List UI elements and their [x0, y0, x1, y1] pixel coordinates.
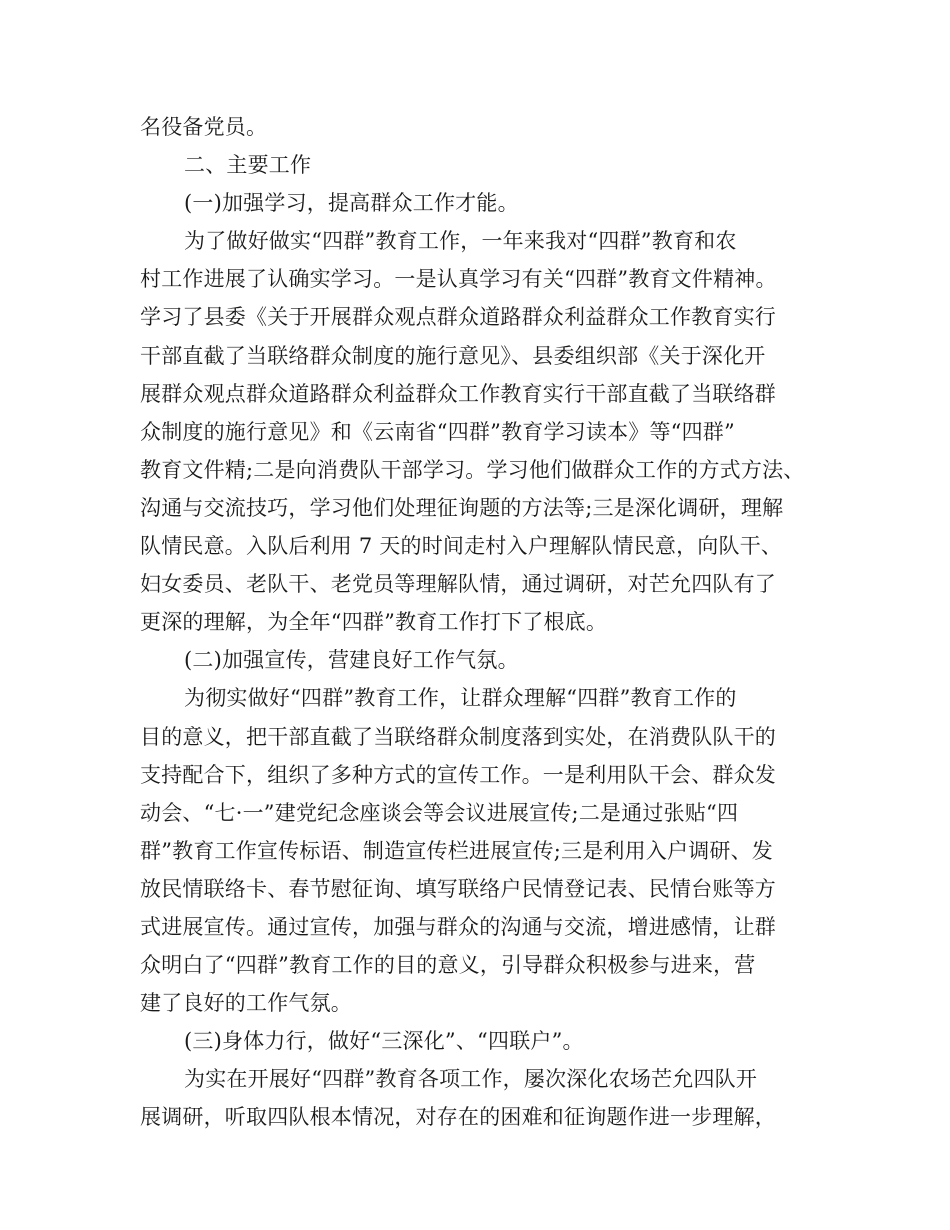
text-line: 动会、“七·一”建党纪念座谈会等会议进展宣传;二是通过张贴“四	[140, 800, 739, 825]
text-line: 为实在开展好“四群”教育各项工作，屡次深化农场芒允四队开	[184, 1067, 758, 1092]
text-line: 建了良好的工作气氛。	[140, 991, 352, 1016]
text-line: 展群众观点群众道路群众利益群众工作教育实行干部直截了当联络群	[140, 381, 776, 406]
text-line: 众制度的施行意见》和《云南省“四群”教育学习读本》等“四群”	[140, 419, 735, 444]
text-line: 目的意义，把干部直截了当联络群众制度落到实处，在消费队队干的	[140, 724, 776, 749]
text-line: 式进展宣传。通过宣传，加强与群众的沟通与交流，增进感情，让群	[140, 914, 776, 939]
text-line: 支持配合下，组织了多种方式的宣传工作。一是利用队干会、群众发	[140, 762, 776, 787]
text-line: 村工作进展了认确实学习。一是认真学习有关“四群”教育文件精神。	[140, 267, 777, 292]
text-line: 教育文件精;二是向消费队干部学习。学习他们做群众工作的方式方法、	[140, 457, 805, 482]
text-line: 队情民意。入队后利用 7 天的时间走村入户理解队情民意，向队干、	[140, 534, 783, 559]
text-line: (三)身体力行，做好“三深化”、“四联户”。	[184, 1029, 584, 1054]
text-line: 展调研，听取四队根本情况，对存在的困难和征询题作进一步理解，	[140, 1105, 776, 1130]
text-line: 妇女委员、老队干、老党员等理解队情，通过调研，对芒允四队有了	[140, 572, 776, 597]
text-line: 二、主要工作	[184, 153, 312, 178]
text-line: 更深的理解，为全年“四群”教育工作打下了根底。	[140, 610, 608, 635]
document-body	[140, 108, 830, 1137]
text-line: (一)加强学习，提高群众工作才能。	[184, 191, 519, 216]
text-line: 众明白了“四群”教育工作的目的意义，引导群众积极参与进来，营	[140, 953, 756, 978]
text-line: 群”教育工作宣传标语、制造宣传栏进展宣传;三是利用入户调研、发	[140, 838, 774, 863]
text-line: 为彻实做好“四群”教育工作，让群众理解“四群”教育工作的	[184, 686, 737, 711]
text-line: 沟通与交流技巧，学习他们处理征询题的方法等;三是深化调研，理解	[140, 495, 784, 520]
text-line: 为了做好做实“四群”教育工作，一年来我对“四群”教育和农	[184, 229, 737, 254]
text-line: 名役备党员。	[140, 115, 268, 139]
text-line: 放民情联络卡、春节慰征询、填写联络户民情登记表、民情台账等方	[140, 876, 776, 901]
text-line: 干部直截了当联络群众制度的施行意见》、县委组织部《关于深化开	[140, 343, 766, 368]
text-line: (二)加强宣传，营建良好工作气氛。	[184, 648, 519, 673]
text-line: 学习了县委《关于开展群众观点群众道路群众利益群众工作教育实行	[140, 305, 776, 330]
